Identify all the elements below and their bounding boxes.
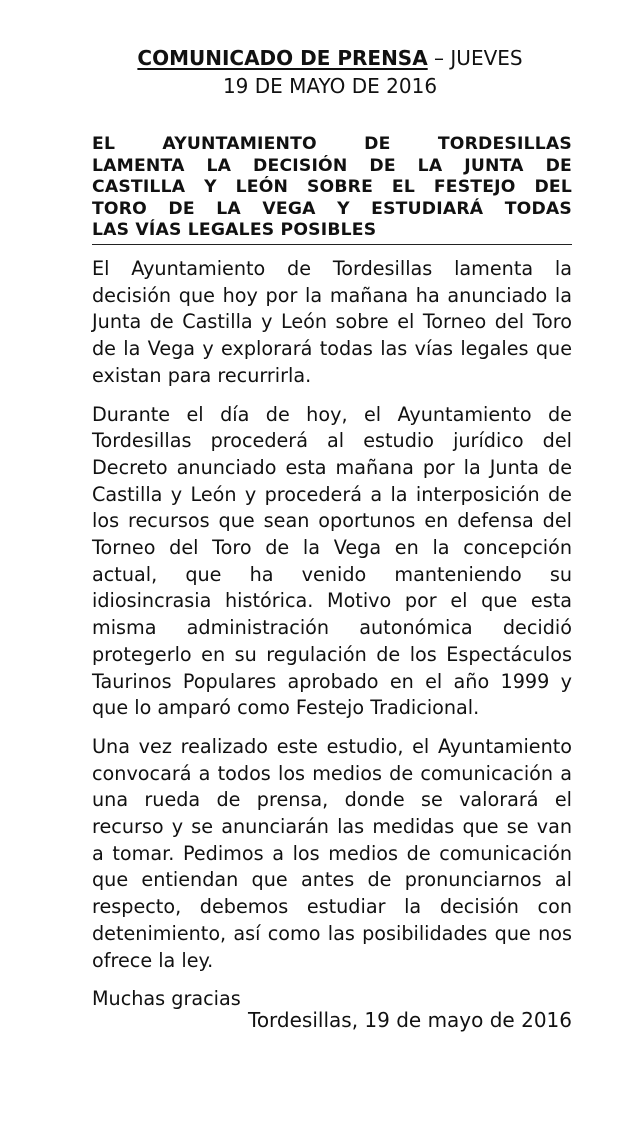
- body-paragraph: Una vez realizado este estudio, el Ayuntamiento convocará a todos los medios de comunicación a una rueda de prensa, donde se valorará el recurso y se anunciarán las medidas que se van a tomar. Pedimos a los medios de comunicación que entiendan que antes de pronunciarnos al respecto, debemos estudiar la decisión con detenimiento, así como las posibilidades que nos ofrece la ley.: [92, 734, 572, 972]
- headline-line: LAMENTA LA DECISIÓN DE LA JUNTA DE: [92, 155, 572, 176]
- header-date: 19 DE MAYO DE 2016: [222, 74, 438, 98]
- closing-line: Muchas gracias: [92, 987, 241, 1011]
- headline-line: TORO DE LA VEGA Y ESTUDIARÁ TODAS: [92, 198, 572, 219]
- body-paragraph: Durante el día de hoy, el Ayuntamiento de Tordesillas procederá al estudio jurídico del Decreto anunciado esta mañana por la Junta de Castilla y León y procederá a la interposición de los recursos que sean oportunos en defensa del Torneo del Toro de la Vega en la concepción actual, que ha venido manteniendo su idiosincrasia histórica. Motivo por el que esta misma administración autonómica decidió protegerlo en su regulación de los Espectáculos Taurinos Populares aprobado en el año 1999 y que lo amparó como Festejo Tradicional.: [92, 402, 572, 720]
- press-release-label: COMUNICADO DE PRENSA: [137, 46, 428, 70]
- header-weekday: JUEVES: [450, 46, 523, 70]
- header-separator: –: [427, 46, 451, 70]
- press-release-body: [92, 256, 572, 1025]
- header-line-1: [60, 44, 600, 72]
- body-paragraph: El Ayuntamiento de Tordesillas lamenta la decisión que hoy por la mañana ha anunciado la Junta de Castilla y León sobre el Torneo del Toro de la Vega y explorará todas las vías legales que existan para recurrirla.: [92, 257, 572, 387]
- document-header: [60, 44, 600, 100]
- headline-line: LAS VÍAS LEGALES POSIBLES: [92, 220, 377, 241]
- headline: [92, 134, 572, 242]
- headline-line: EL AYUNTAMIENTO DE TORDESILLAS: [92, 134, 572, 154]
- headline-line: CASTILLA Y LEÓN SOBRE EL FESTEJO DEL: [92, 177, 572, 198]
- headline-divider: [92, 244, 572, 245]
- signature-place-date: Tordesillas, 19 de mayo de 2016: [248, 1008, 572, 1032]
